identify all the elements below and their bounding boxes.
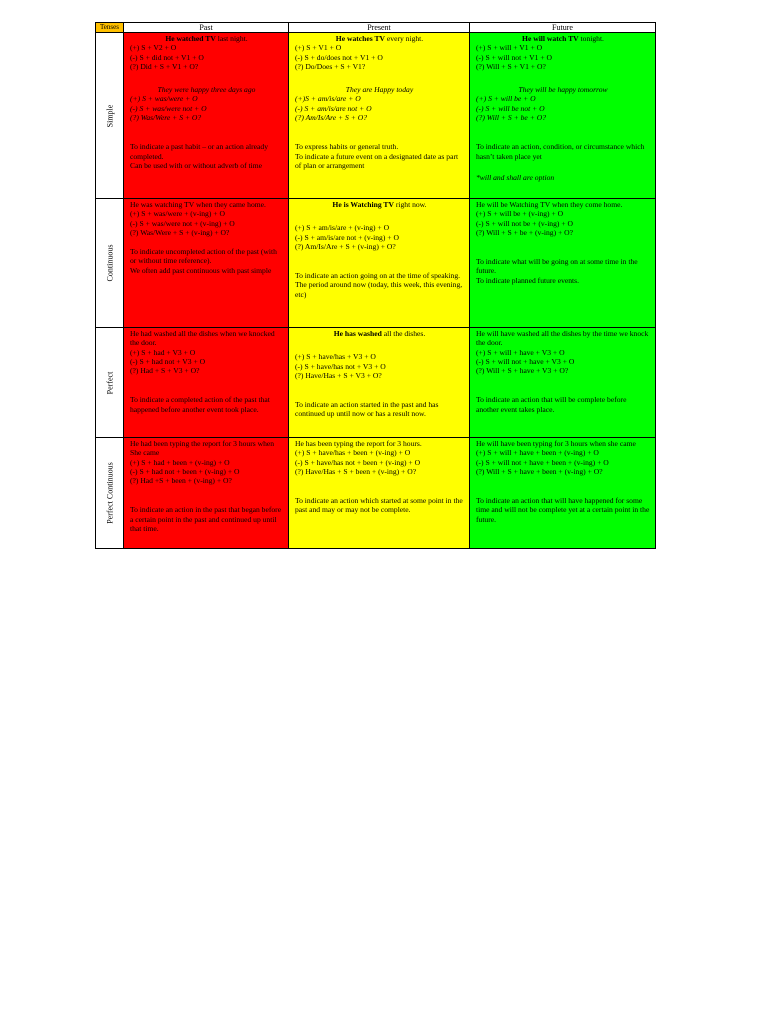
formula-negative: (-) S + will not be + (v-ing) + O [476,218,573,228]
usage-1: To express habits or general truth. [295,142,399,152]
cell-simple-past [124,33,289,199]
example-verb: He has washed [333,329,382,338]
formula-positive: (+) S + had + V3 + O [130,347,196,357]
formula-positive: (+) S + was/were + (v-ing) + O [130,209,225,219]
row-perfect-continuous [96,438,656,549]
cell-continuous-past [124,199,289,328]
example-rest: every night. [385,34,424,43]
example-verb: He will have been typing [476,439,553,448]
example-rest: when they come home. [550,200,623,209]
formula-question-2: (?) Am/Is/Are + S + O? [295,113,368,123]
cell-perfect-present [289,328,470,438]
formula-negative: (-) S + have/has not + V3 + O [295,361,386,371]
example-verb: He will have washed [476,329,540,338]
row-label-text: Continuous [105,244,114,282]
example-verb: He will watch TV [522,34,579,43]
formula-negative: (-) S + did not + V1 + O [130,52,204,62]
formula-positive: (+) S + have/has + been + (v-ing) + O [295,448,411,458]
cell-simple-future [470,33,656,199]
example-verb: He was watching TV [130,200,195,209]
example-rest: all the dishes. [381,329,426,338]
row-perfect [96,328,656,438]
example-rest: tonight. [578,34,604,43]
example-sentence-2: They were happy three days ago [157,85,256,95]
example-sentence [295,439,464,448]
example-verb: He has been typing [295,439,354,448]
example-rest: the report for 3 hours when She came [130,439,275,458]
example-verb: He is Watching TV [332,200,394,209]
cell-perfect-continuous-past [124,438,289,549]
formula-negative: (-) S + had not + V3 + O [130,356,206,366]
formula-positive: (+) S + had + been + (v-ing) + O [130,457,230,467]
usage-2: The period around now (today, this week, this evening, etc) [295,280,463,299]
formula-positive: (+) S + will + have + V3 + O [476,347,565,357]
example-verb: He watched TV [165,34,216,43]
example-verb: He had been typing [130,439,190,448]
usage-1: To indicate an action that will have happened for some time and will not be complete yet at a certain point in the future. [476,496,650,524]
formula-positive: (+) S + have/has + V3 + O [295,352,376,362]
cell-perfect-continuous-future [470,438,656,549]
example-verb: He had washed [130,329,177,338]
usage-1: To indicate an action that will be complete before another event takes place. [476,395,627,414]
example-sentence [130,439,283,458]
example-verb: He watches TV [335,34,386,43]
usage-1: To indicate a past habit – or an action already completed. [130,142,268,161]
usage-1: To indicate an action, condition, or circumstance which hasn’t taken place yet [476,142,645,161]
cell-perfect-continuous-present [289,438,470,549]
usage-2: To indicate planned future events. [476,275,580,285]
formula-positive: (+) S + will + V1 + O [476,43,543,53]
formula-question: (?) Had +S + been + (v-ing) + O? [130,476,232,486]
formula-negative: (-) S + am/is/are not + (v-ing) + O [295,232,399,242]
formula-positive: (+) S + will be + (v-ing) + O [476,209,564,219]
example-rest: all the dishes when we knocked the door. [130,329,275,348]
formula-negative: (-) S + was/were not + (v-ing) + O [130,218,235,228]
row-label-perfect [96,328,124,438]
example-sentence [476,439,650,448]
formula-negative: (-) S + have/has not + been + (v-ing) + O [295,457,421,467]
formula-question: (?) Will + S + be + (v-ing) + O? [476,227,574,237]
formula-question-2: (?) Was/Were + S + O? [130,113,202,123]
usage-2: To indicate a future event on a designated date as part of plan or arrangement [295,151,459,170]
row-label-simple [96,33,124,199]
row-continuous [96,199,656,328]
example-sentence [295,200,464,209]
formula-question: (?) Am/Is/Are + S + (v-ing) + O? [295,241,396,251]
header-past: Past [124,23,289,33]
usage-note: *will and shall are option [476,172,555,182]
formula-negative: (-) S + do/does not + V1 + O [295,52,383,62]
formula-question: (?) Did + S + V1 + O? [130,61,199,71]
cell-continuous-future [470,199,656,328]
formula-negative: (-) S + had not + been + (v-ing) + O [130,466,240,476]
row-label-continuous [96,199,124,328]
formula-question: (?) Will + S + have + been + (v-ing) + O? [476,466,603,476]
usage-1: To indicate an action which started at some point in the past and may or may not be complete. [295,496,463,515]
usage-1: To indicate an action in the past that began before a certain point in the past and continued up until that time. [130,505,282,534]
formula-negative: (-) S + will not + have + been + (v-ing) + O [476,457,609,467]
example-sentence [295,329,464,338]
cell-perfect-future [470,328,656,438]
example-rest: the report for 3 hours. [353,439,422,448]
header-present: Present [289,23,470,33]
example-sentence [130,34,283,43]
tenses-table [95,22,656,549]
formula-question: (?) Have/Has + S + V3 + O? [295,370,382,380]
example-sentence [476,329,650,348]
cell-simple-present [289,33,470,199]
formula-question: (?) Had + S + V3 + O? [130,366,200,376]
example-sentence-2: They will be happy tomorrow [518,85,608,95]
formula-positive-2: (+) S + was/were + O [130,94,198,104]
usage-1: To indicate uncompleted action of the past (with or without time reference). [130,247,277,266]
formula-positive: (+) S + V2 + O [130,43,177,53]
usage-1: To indicate what will be going on at some time in the future. [476,257,638,276]
example-sentence [476,34,650,43]
usage-1: To indicate a completed action of the past that happened before another event took place. [130,395,270,414]
example-verb: He will be Watching TV [476,200,551,209]
formula-negative-2: (-) S + was/were not + O [130,103,207,113]
row-label-text: Perfect [105,371,114,394]
formula-positive: (+) S + will + have + been + (v-ing) + O [476,448,599,458]
formula-question: (?) Will + S + have + V3 + O? [476,366,569,376]
formula-question: (?) Will + S + V1 + O? [476,61,546,71]
formula-negative-2: (-) S + will be not + O [476,103,545,113]
formula-question: (?) Was/Were + S + (v-ing) + O? [130,227,230,237]
example-rest: last night. [215,34,248,43]
formula-negative-2: (-) S + am/is/are not + O [295,103,372,113]
cell-continuous-present [289,199,470,328]
formula-question: (?) Do/Does + S + V1? [295,61,366,71]
formula-positive: (+) S + V1 + O [295,43,342,53]
usage-1: To indicate an action started in the past and has continued up until now or has a result now. [295,400,439,419]
example-sentence-2: They are Happy today [345,85,414,95]
example-rest: all the dishes by the time we knock the door. [476,329,649,348]
usage-2: We often add past continuous with past simple [130,265,272,275]
formula-question: (?) Have/Has + S + been + (v-ing) + O? [295,466,417,476]
formula-negative: (-) S + will not + V1 + O [476,52,552,62]
header-future: Future [470,23,656,33]
header-row [96,23,656,33]
example-sentence [295,34,464,43]
row-label-perfect-continuous [96,438,124,549]
row-simple [96,33,656,199]
example-rest: right now. [393,200,427,209]
usage-1: To indicate an action going on at the time of speaking. [295,271,461,281]
example-sentence [130,200,283,209]
formula-positive: (+) S + am/is/are + (v-ing) + O [295,223,390,233]
example-sentence [130,329,283,348]
formula-question-2: (?) Will + S + be + O? [476,113,546,123]
example-rest: for 3 hours when she came [552,439,636,448]
formula-positive-2: (+) S + will be + O [476,94,536,104]
example-rest: when they came home. [194,200,266,209]
usage-2: Can be used with or without adverb of time [130,160,263,170]
cell-perfect-past [124,328,289,438]
header-corner: Tenses [96,23,124,33]
row-label-text: Simple [105,104,114,127]
formula-positive-2: (+)S + am/is/are + O [295,94,361,104]
row-label-text: Perfect Continuous [105,462,114,524]
formula-negative: (-) S + will not + have + V3 + O [476,356,575,366]
example-sentence [476,200,650,209]
